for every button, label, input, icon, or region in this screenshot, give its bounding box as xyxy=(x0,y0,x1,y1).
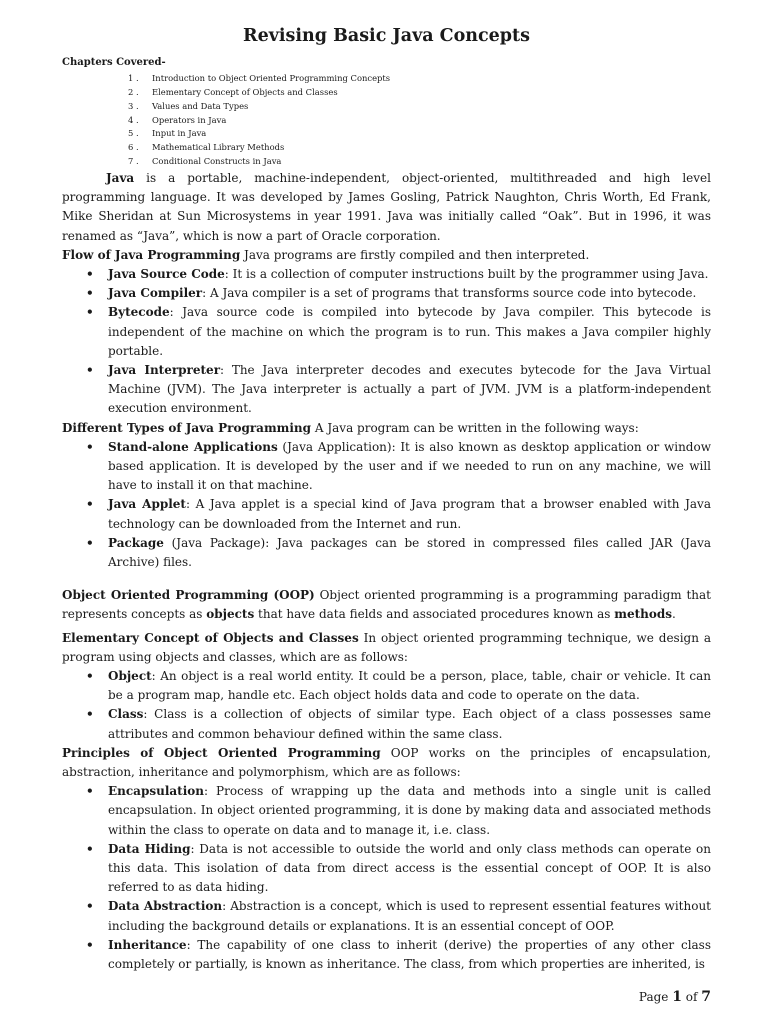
list-item-text: : A Java compiler is a set of programs that transforms source code into bytecode. xyxy=(202,286,697,301)
chapter-item xyxy=(62,141,711,155)
elementary-heading: Elementary Concept of Objects and Classes xyxy=(62,630,359,645)
page-total: 7 xyxy=(701,989,711,1005)
list-item xyxy=(108,361,711,419)
oop-bold-term: objects xyxy=(206,607,255,622)
list-item-term: Bytecode xyxy=(108,305,170,320)
page-label: Page xyxy=(638,990,673,1004)
list-item-text: : The Java interpreter decodes and executes bytecode for the Java Virtual Machine (JVM). The Java interpreter is actually a part of JVM. JVM is a platform-independent execution environment. xyxy=(108,362,711,416)
list-item-term: Java Compiler xyxy=(108,286,203,301)
list-item xyxy=(108,782,711,840)
chapter-item xyxy=(62,127,711,141)
principles-paragraph xyxy=(62,744,711,782)
list-item-term: Inheritance xyxy=(108,937,187,952)
oop-text: Object oriented programming is a programming paradigm that represents concepts as xyxy=(62,588,711,622)
list-item-text: : Data is not accessible to outside the world and only class methods can operate on this data. This isolation of data from direct access is the essential concept of OOP. It is also referred to as data hiding. xyxy=(108,841,711,895)
principles-heading: Principles of Object Oriented Programming xyxy=(62,745,381,760)
list-item-text: : Java source code is compiled into bytecode by Java compiler. This bytecode is independent of the machine on which the program is to run. This makes a Java compiler highly portable. xyxy=(108,305,711,358)
list-item-term: Package xyxy=(108,535,164,550)
principles-text: OOP works on the principles of encapsulation, abstraction, inheritance and polymorphism, which are as follows: xyxy=(62,745,711,779)
chapter-number: 6 . xyxy=(128,142,139,153)
chapter-text: Mathematical Library Methods xyxy=(152,142,285,153)
list-item xyxy=(108,534,711,572)
list-item xyxy=(108,284,711,303)
types-list xyxy=(62,438,711,572)
chapter-text: Values and Data Types xyxy=(152,100,249,111)
chapter-item xyxy=(62,100,711,114)
list-item xyxy=(108,705,711,743)
flow-list xyxy=(62,265,711,419)
list-item-text: : Abstraction is a concept, which is used to represent essential features without including the background details or explanations. It is an essential concept of OOP. xyxy=(108,899,711,933)
list-item-text: : A Java applet is a special kind of Java program that a browser enabled with Java technology can be downloaded from the Internet and run. xyxy=(108,497,711,531)
chapter-number: 3 . xyxy=(128,100,139,111)
chapter-item xyxy=(62,72,711,86)
chapter-item xyxy=(62,155,711,169)
list-item-term: Encapsulation xyxy=(108,784,204,799)
chapter-item xyxy=(62,86,711,100)
list-item xyxy=(108,936,711,974)
chapter-text: Conditional Constructs in Java xyxy=(152,156,282,167)
chapter-text: Operators in Java xyxy=(152,114,227,125)
intro-text: is a portable, machine-independent, object-oriented, multithreaded and high level programming language. It was developed by James Gosling, Patrick Naughton, Chris Worth, Ed Frank, Mike Sheridan at Sun Microsystems in year 1991. Java was initially called “Oak”. But in 1996, it was renamed as “Java”, which is now a part of Oracle corporation. xyxy=(62,170,711,243)
chapter-item xyxy=(62,114,711,128)
page-of-label: of xyxy=(681,990,702,1004)
elementary-paragraph xyxy=(62,629,711,667)
list-item-term: Java Source Code xyxy=(108,266,225,281)
types-text: A Java program can be written in the following ways: xyxy=(311,420,639,435)
principles-list xyxy=(62,782,711,974)
chapter-number: 2 . xyxy=(128,86,139,97)
list-item-term: Java Interpreter xyxy=(108,362,221,377)
chapters-list xyxy=(62,72,711,169)
list-item-text: : An object is a real world entity. It could be a person, place, table, chair or vehicle. It can be a program map, handle etc. Each object holds data and code to operate on the data. xyxy=(108,668,711,703)
oop-text: that have data fields and associated procedures known as xyxy=(254,607,615,622)
flow-paragraph xyxy=(62,246,711,265)
list-item-term: Data Abstraction xyxy=(108,899,223,914)
oop-bold-term: methods xyxy=(614,607,673,622)
page-footer xyxy=(639,988,711,1006)
list-item-term: Stand-alone Applications xyxy=(108,439,278,454)
list-item-term: Data Hiding xyxy=(108,841,191,856)
list-item-term: Java Applet xyxy=(108,497,186,512)
oop-text: . xyxy=(672,607,676,622)
list-item xyxy=(108,438,711,496)
chapters-heading: Chapters Covered- xyxy=(62,57,166,68)
elementary-text: In object oriented programming technique, we design a program using objects and classes, which are as follows: xyxy=(62,630,711,664)
flow-heading: Flow of Java Programming xyxy=(62,247,241,262)
list-item xyxy=(108,667,711,705)
list-item xyxy=(108,897,711,935)
list-item-text: : The capability of one class to inherit (derive) the properties of any other class completely or partially, is known as inheritance. The class, from which properties are inherited, is xyxy=(108,937,711,972)
types-heading: Different Types of Java Programming xyxy=(62,420,312,435)
list-item-text: (Java Application): It is also known as desktop application or window based application. It is developed by the user and if we needed to run on any machine, we will have to install it on that machine. xyxy=(108,439,711,493)
list-item-term: Object xyxy=(108,668,152,683)
intro-term: Java xyxy=(106,170,135,185)
chapter-number: 1 . xyxy=(128,73,139,83)
types-paragraph xyxy=(62,419,711,438)
list-item-text: : It is a collection of computer instructions built by the programmer using Java. xyxy=(224,266,709,281)
chapter-number: 5 . xyxy=(128,128,139,139)
list-item-text: : Class is a collection of objects of similar type. Each object of a class possesses same attributes and common behaviour defined within the same class. xyxy=(108,707,711,741)
chapter-number: 4 . xyxy=(128,114,139,125)
flow-text: Java programs are firstly compiled and then interpreted. xyxy=(240,247,590,262)
document-page xyxy=(62,24,711,974)
list-item xyxy=(108,303,711,361)
intro-paragraph xyxy=(62,169,711,246)
list-item xyxy=(108,265,711,284)
chapter-text: Input in Java xyxy=(152,128,207,139)
document-title: Revising Basic Java Concepts xyxy=(243,26,530,46)
chapter-text: Elementary Concept of Objects and Classes xyxy=(152,86,338,97)
list-item xyxy=(108,495,711,533)
chapter-text: Introduction to Object Oriented Programming Concepts xyxy=(152,73,391,83)
list-item-text: (Java Package): Java packages can be stored in compressed files called JAR (Java Archive) files. xyxy=(108,535,711,569)
page-number: 1 xyxy=(672,989,682,1005)
list-item-term: Class xyxy=(108,707,144,722)
paragraph-spacer xyxy=(62,572,711,586)
elementary-list xyxy=(62,667,711,744)
oop-paragraph xyxy=(62,586,711,624)
chapter-number: 7 . xyxy=(128,156,139,167)
list-item xyxy=(108,840,711,898)
oop-heading: Object Oriented Programming (OOP) xyxy=(62,588,315,603)
list-item-text: : Process of wrapping up the data and methods into a single unit is called encapsulation. In object oriented programming, it is done by making data and associated methods within the class to operate on data and to manage it, i.e. class. xyxy=(108,784,711,837)
